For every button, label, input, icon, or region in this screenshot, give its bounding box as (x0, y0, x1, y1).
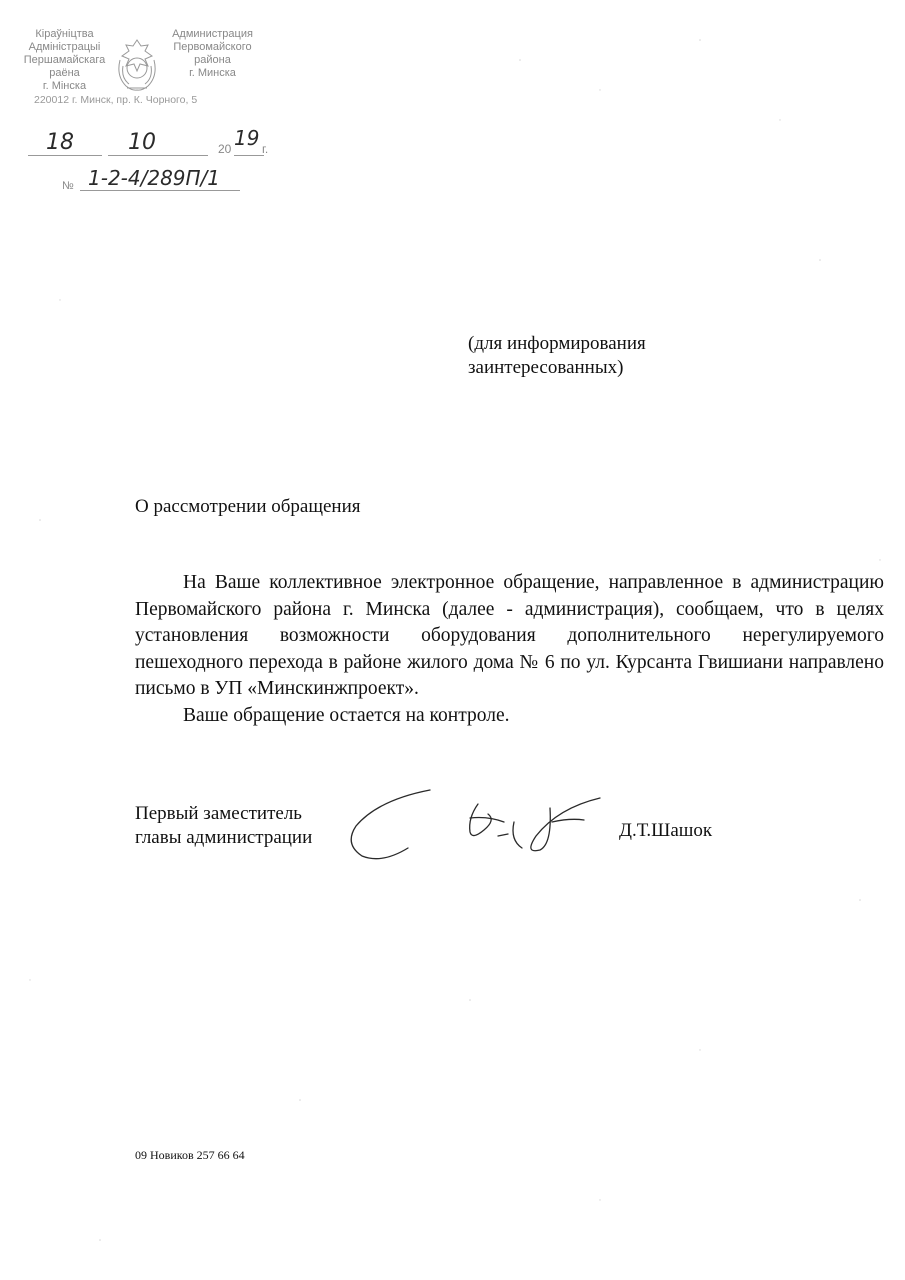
date-month: 10 (128, 130, 156, 155)
letter-subject: О рассмотрении обращения (135, 496, 361, 517)
handwritten-signature (338, 778, 608, 868)
signer-name: Д.Т.Шашок (619, 820, 713, 841)
stamp-date (28, 126, 278, 160)
stamp-line: г. Минска (189, 67, 236, 79)
stamp-line: района (194, 54, 231, 66)
stamp-address: 220012 г. Минск, пр. К. Чорного, 5 (34, 94, 198, 106)
year-prefix: 20 (218, 142, 232, 156)
stamp-line: раёна (49, 67, 80, 79)
letter-body (135, 570, 884, 729)
number-value: 1-2-4/289П/1 (88, 166, 221, 190)
executor-footer: 09 Новиков 257 66 64 (135, 1148, 245, 1162)
stamp-number (62, 168, 262, 194)
stamp-line: Первомайского (173, 41, 252, 53)
body-paragraph: Ваше обращение остается на контроле. (183, 704, 510, 726)
coat-of-arms-emblem-icon (112, 36, 162, 94)
date-year: 19 (234, 126, 260, 150)
signer-title (135, 802, 312, 850)
signer-title-line: главы администрации (135, 827, 313, 848)
number-label: № (62, 180, 74, 192)
stamp-line: Кіраўніцтва (35, 28, 94, 40)
stamp-line: г. Мінска (42, 80, 87, 92)
signer-title-line: Первый заместитель (135, 803, 302, 824)
recipient-block (468, 332, 646, 380)
recipient-line: (для информирования (468, 333, 646, 354)
year-suffix-label: г. (262, 142, 269, 156)
body-paragraph: На Ваше коллективное электронное обращение, направленное в администрацию Первомайского района г. Минска (далее - администрация), сообщаем, что в целях установления возможности оборудования дополнительного нерегулируемого пешеходного перехода в районе жилого дома № 6 по ул. Курсанта Гвишиани направлено письмо в УП «Минскинжпроект». (135, 572, 884, 699)
registration-stamp (8, 28, 278, 192)
stamp-line: Першамайскага (23, 54, 106, 66)
stamp-line: Администрация (172, 28, 253, 40)
recipient-line: заинтересованных) (468, 357, 624, 378)
stamp-russian-text (160, 28, 265, 80)
stamp-line: Адміністрацыі (28, 41, 101, 53)
stamp-belarusian-text (12, 28, 117, 93)
date-day: 18 (46, 130, 74, 155)
